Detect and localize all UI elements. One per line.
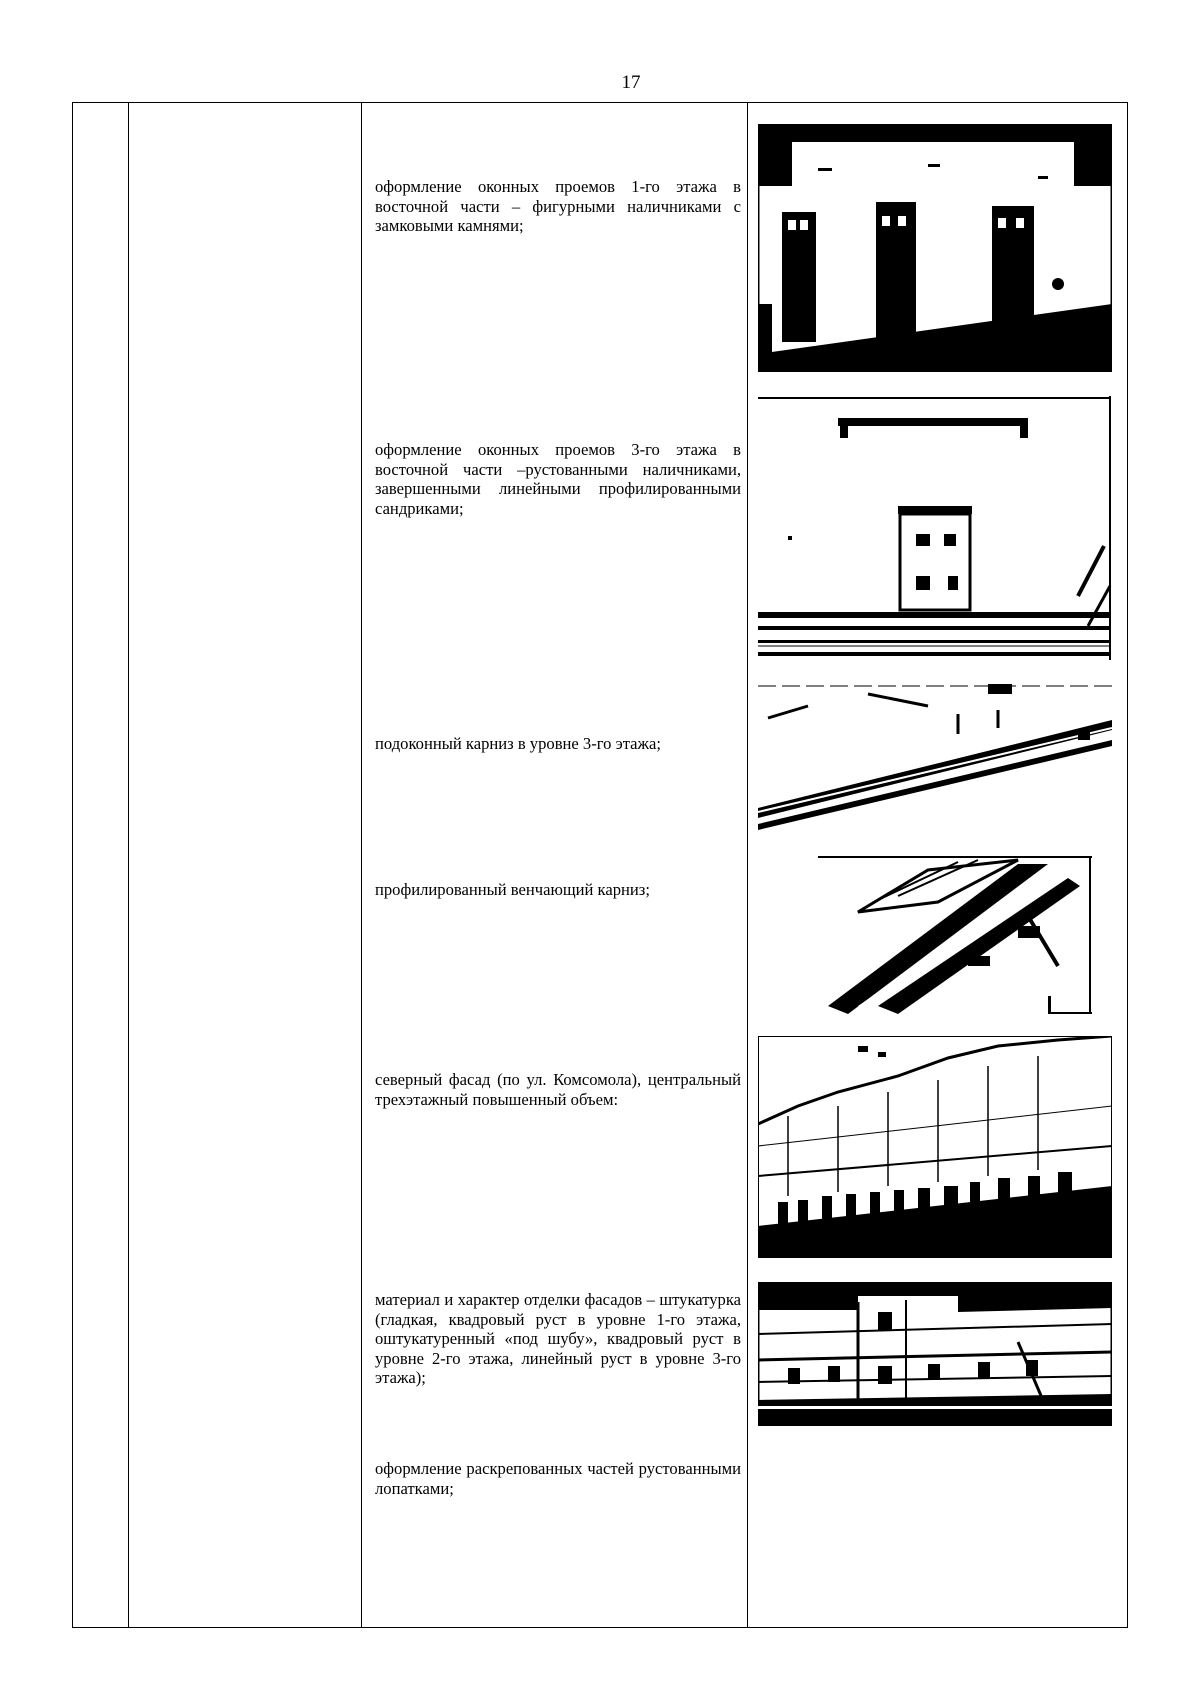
entry-text-3: подоконный карниз в уровне 3-го этажа; [375,734,661,753]
building-facade-photo [818,856,1092,1014]
page-number: 17 [621,72,641,93]
building-facade-photo [758,1036,1112,1258]
entry-text-5: северный фасад (по ул. Комсомола), центральный трехэтажный повышенный объем: [375,1070,741,1109]
entry-text-6: материал и характер отделки фасадов – штукатурка (гладкая, квадровый руст в уровне 1-го этажа, оштукатуренный «под шубу», квадровый руст в уровне 2-го этажа, линейный руст в уровне 3-го этажа); [375,1290,741,1388]
building-facade-photo [758,124,1112,372]
entry-text-1: оформление оконных проемов 1-го этажа в восточной части – фигурными наличниками с замковыми камнями; [375,177,741,236]
entry-text-7: оформление раскрепованных частей рустованными лопатками; [375,1459,741,1498]
column-divider [128,103,129,1627]
column-divider [747,103,748,1627]
building-facade-photo [758,1282,1112,1426]
building-facade-photo [758,396,1112,660]
entry-text-2: оформление оконных проемов 3-го этажа в восточной части –рустованными наличниками, завершенными линейными профилированными сандриками; [375,440,741,518]
entry-text-4: профилированный венчающий карниз; [375,880,650,899]
column-divider [361,103,362,1627]
building-facade-photo [758,684,1112,832]
